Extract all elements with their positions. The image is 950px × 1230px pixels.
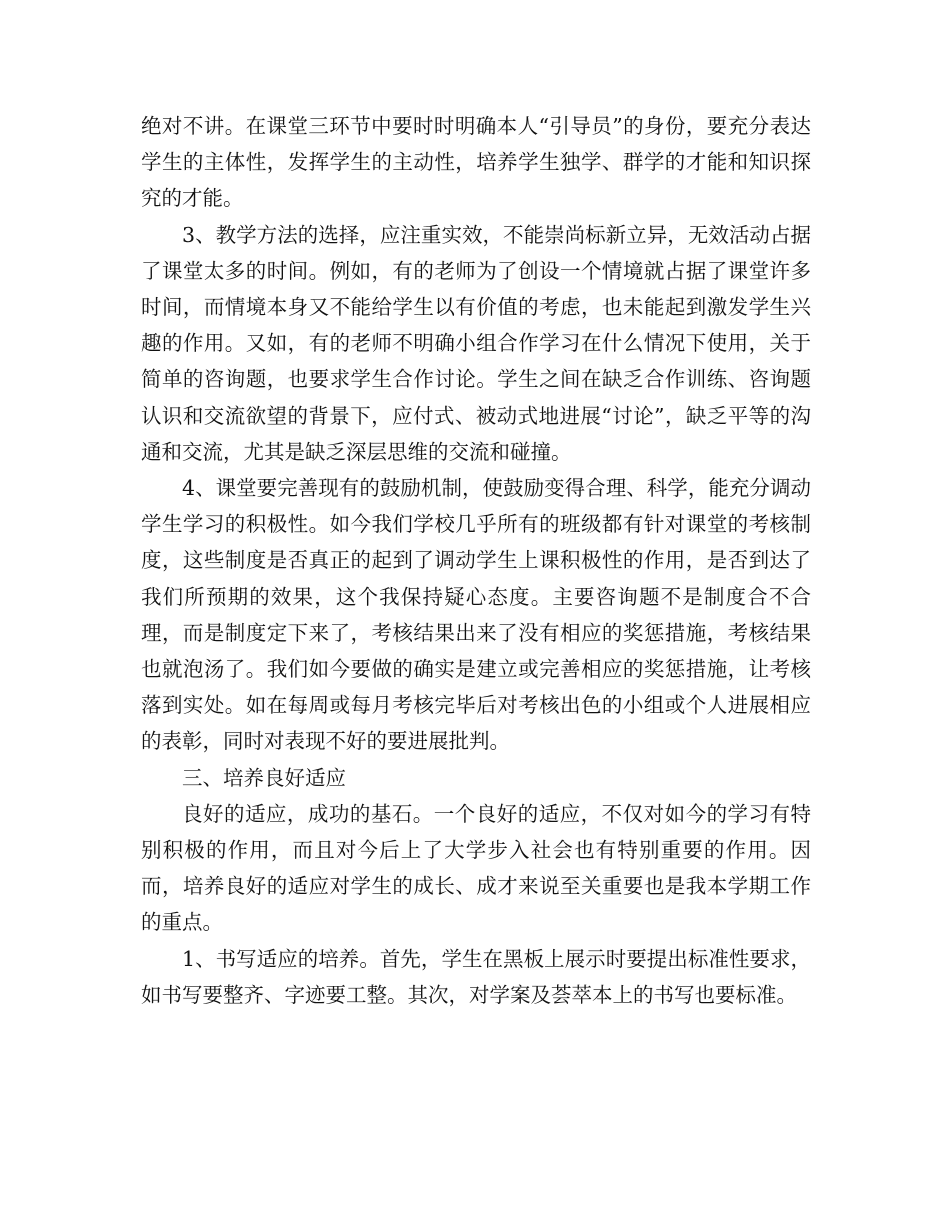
document-body <box>141 108 811 1013</box>
paragraph-writing-habits: 1、书写适应的培养。首先，学生在黑板上展示时要提出标准性要求，如书写要整齐、字迹要工整。其次，对学案及荟萃本上的书写也要标准。 <box>141 946 811 1007</box>
paragraph-incentive-mechanism: 4、课堂要完善现有的鼓励机制，使鼓励变得合理、科学，能充分调动学生学习的积极性。如今我们学校几乎所有的班级都有针对课堂的考核制度，这些制度是否真正的起到了调动学生上课积极性的作用，是否到达了我们所预期的效果，这个我保持疑心态度。主要咨询题不是制度合不合理，而是制度定下来了，考核结果出来了没有相应的奖惩措施，考核结果也就泡汤了。我们如今要做的确实是建立或完善相应的奖惩措施，让考核落到实处。如在每周或每月考核完毕后对考核出色的小组或个人进展相应的表彰，同时对表现不好的要进展批判。 <box>141 476 811 754</box>
paragraph-continuation: 绝对不讲。在课堂三环节中要时时明确本人“引导员”的身份，要充分表达学生的主体性，发挥学生的主动性，培养学生独学、群学的才能和知识探究的才能。 <box>141 114 811 211</box>
section-heading-habits: 三、培养良好适应 <box>182 765 346 790</box>
paragraph-good-habits: 良好的适应，成功的基石。一个良好的适应，不仅对如今的学习有特别积极的作用，而且对今后上了大学步入社会也有特别重要的作用。因而，培养良好的适应对学生的成长、成才来说至关重要也是我本学期工作的重点。 <box>141 801 811 935</box>
paragraph-teaching-methods: 3、教学方法的选择，应注重实效，不能崇尚标新立异，无效活动占据了课堂太多的时间。例如，有的老师为了创设一个情境就占据了课堂许多时间，而情境本身又不能给学生以有价值的考虑，也未能起到激发学生兴趣的作用。又如，有的老师不明确小组合作学习在什么情况下使用，关于简单的咨询题，也要求学生合作讨论。学生之间在缺乏合作训练、咨询题认识和交流欲望的背景下，应付式、被动式地进展“讨论”，缺乏平等的沟通和交流，尤其是缺乏深层思维的交流和碰撞。 <box>141 222 811 464</box>
